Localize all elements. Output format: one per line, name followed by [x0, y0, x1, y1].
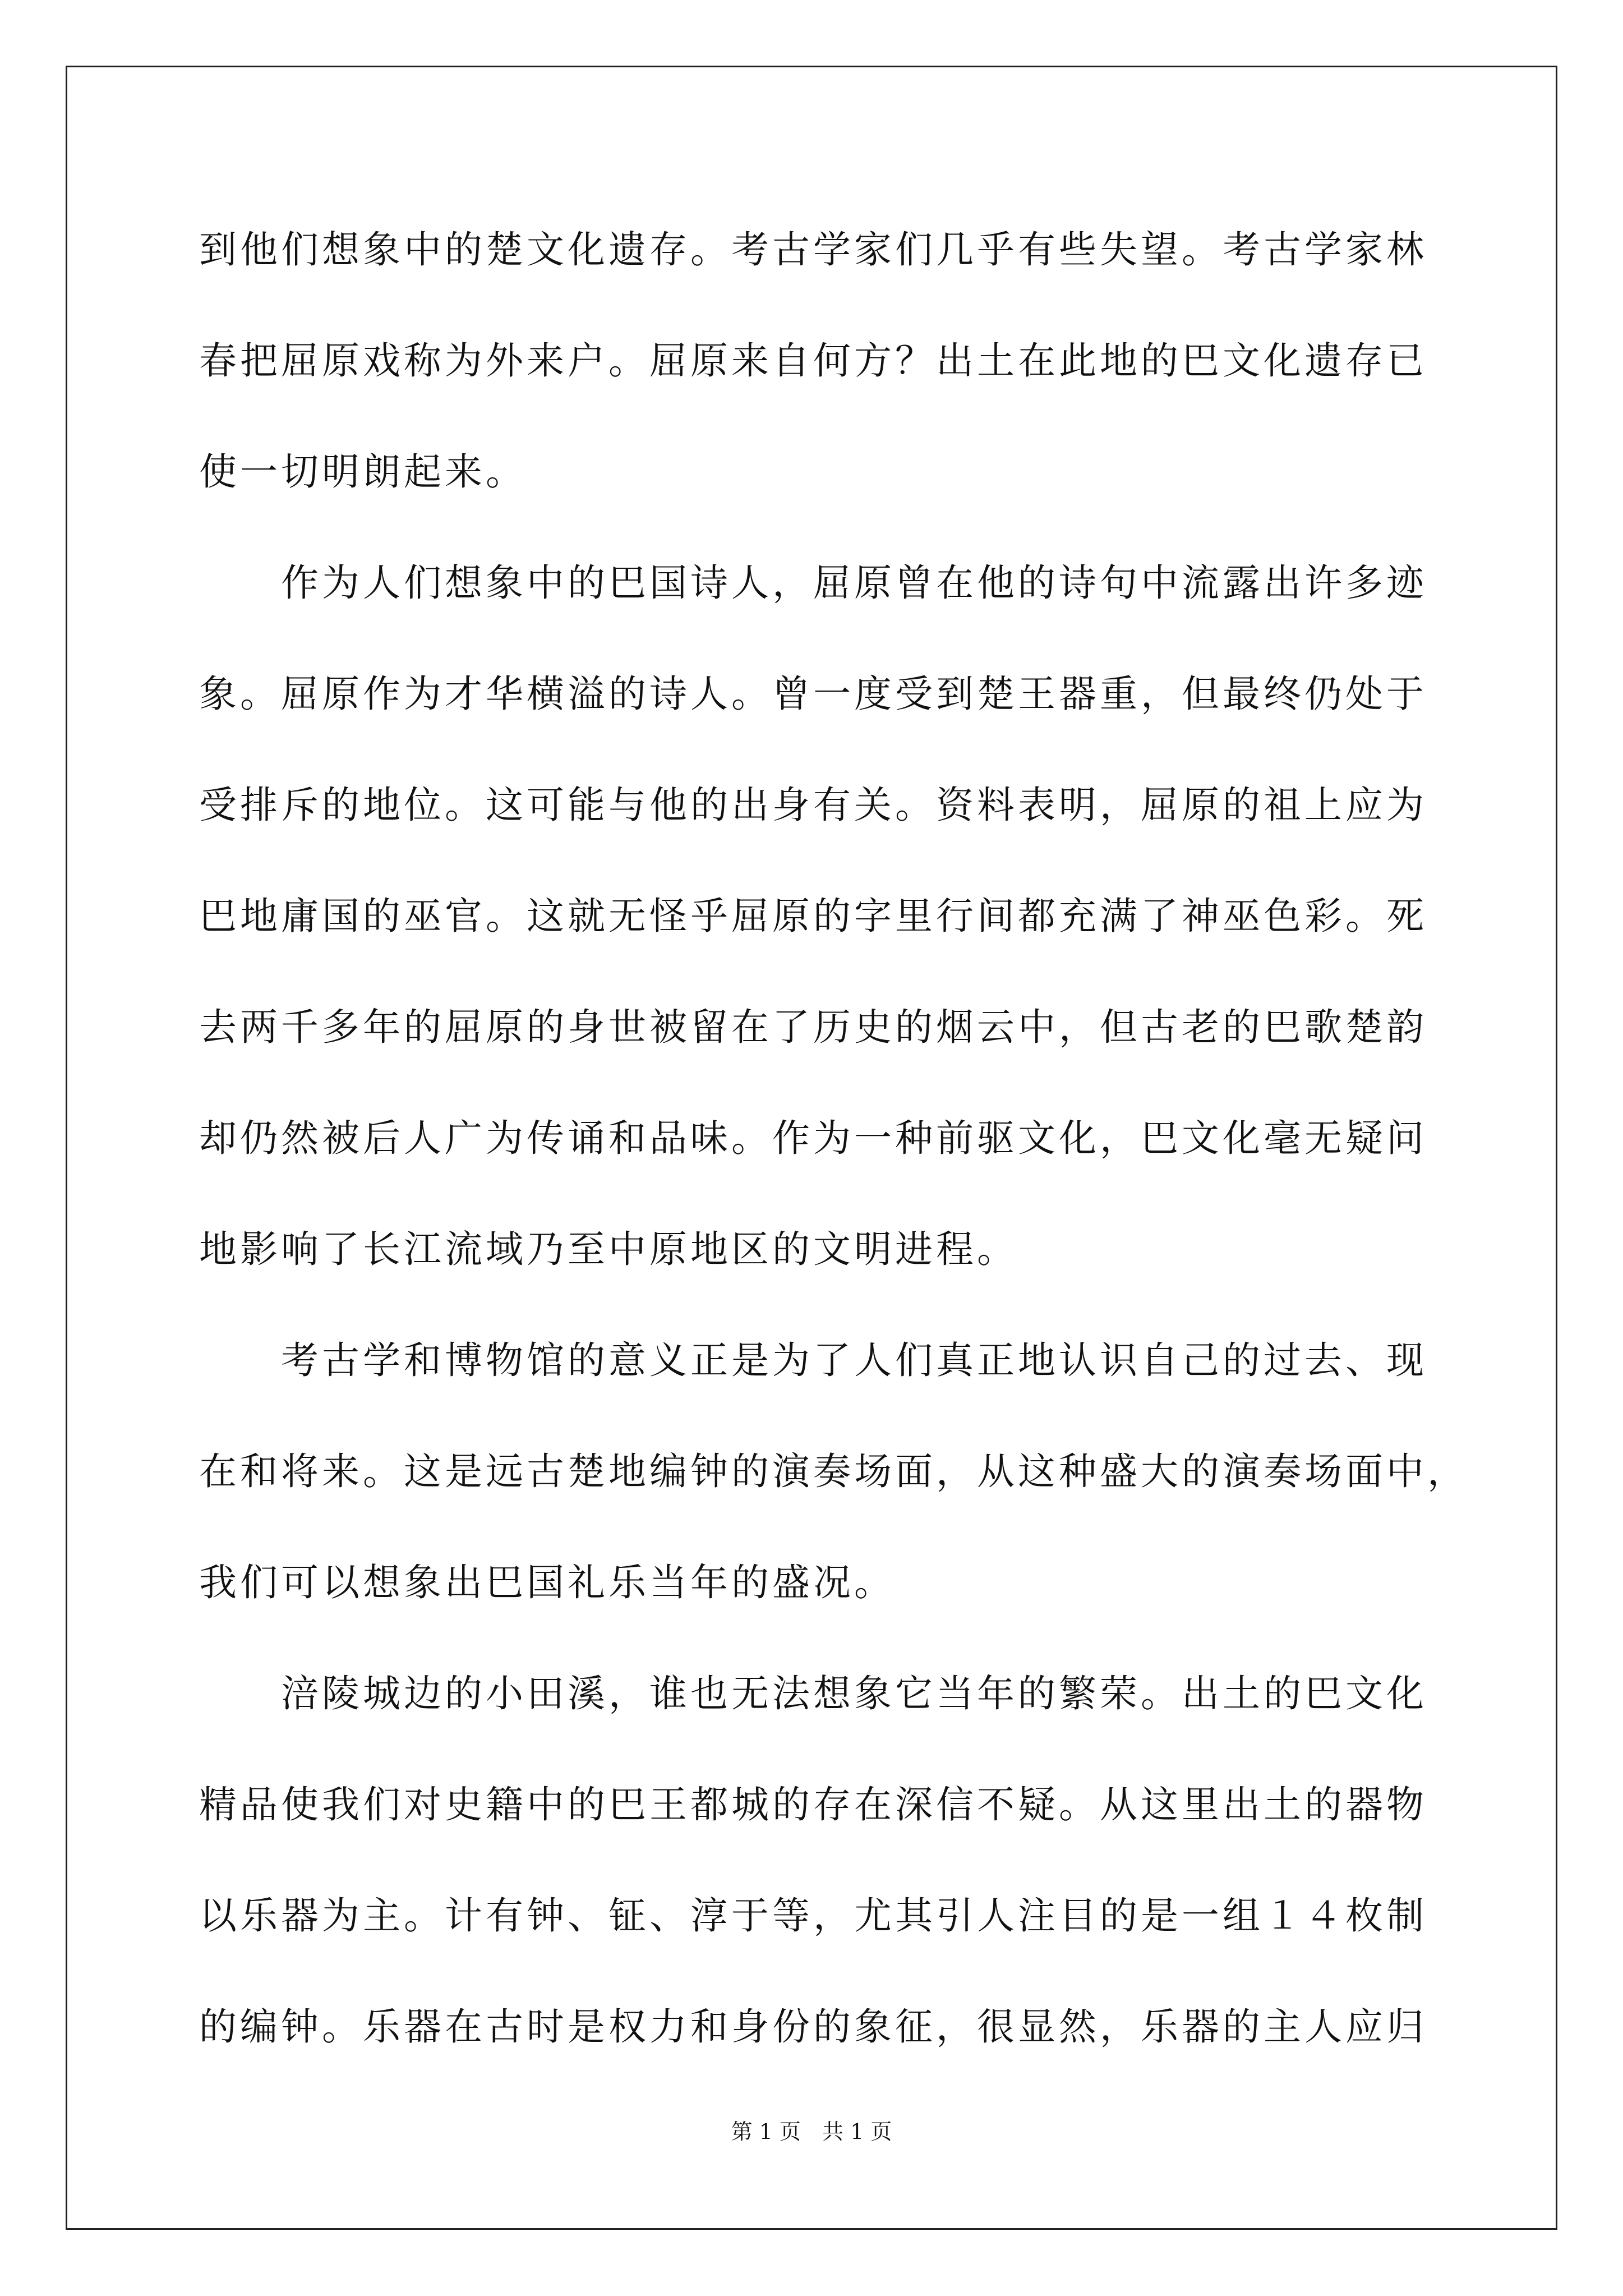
- text-line: 我们可以想象出巴国礼乐当年的盛况。: [199, 1561, 895, 1604]
- text-line: 的编钟。乐器在古时是权力和身份的象征，很显然，乐器的主人应归: [199, 2005, 1427, 2049]
- document-body: [199, 212, 1468, 2100]
- text-line: 作为人们想象中的巴国诗人，屈原曾在他的诗句中流露出许多迹: [199, 561, 1427, 605]
- text-line: 以乐器为主。计有钟、钲、淳于等，尤其引人注目的是一组１４枚制: [199, 1894, 1427, 1938]
- text-line: 去两千多年的屈原的身世被留在了历史的烟云中，但古老的巴歌楚韵: [199, 1005, 1427, 1049]
- text-line: 在和将来。这是远古楚地编钟的演奏场面，从这种盛大的演奏场面中，: [199, 1450, 1468, 1493]
- text-line: 考古学和博物馆的意义正是为了人们真正地认识自己的过去、现: [199, 1338, 1427, 1382]
- text-line: 象。屈原作为才华横溢的诗人。曾一度受到楚王器重，但最终仍处于: [199, 672, 1427, 716]
- text-line: 地影响了长江流域乃至中原地区的文明进程。: [199, 1227, 1018, 1271]
- text-line: 到他们想象中的楚文化遗存。考古学家们几乎有些失望。考古学家林: [199, 228, 1427, 272]
- text-line: 精品使我们对史籍中的巴王都城的存在深信不疑。从这里出土的器物: [199, 1783, 1427, 1826]
- page-footer: 第 1 页 共 1 页: [731, 2119, 892, 2144]
- text-line: 受排斥的地位。这可能与他的出身有关。资料表明，屈原的祖上应为: [199, 783, 1427, 827]
- text-line: 涪陵城边的小田溪，谁也无法想象它当年的繁荣。出土的巴文化: [199, 1672, 1427, 1715]
- text-line: 却仍然被后人广为传诵和品味。作为一种前驱文化，巴文化毫无疑问: [199, 1116, 1427, 1160]
- text-line: 春把屈原戏称为外来户。屈原来自何方？出土在此地的巴文化遗存已: [199, 339, 1427, 383]
- text-line: 巴地庸国的巫官。这就无怪乎屈原的字里行间都充满了神巫色彩。死: [199, 894, 1427, 938]
- text-line: 使一切明朗起来。: [199, 450, 527, 494]
